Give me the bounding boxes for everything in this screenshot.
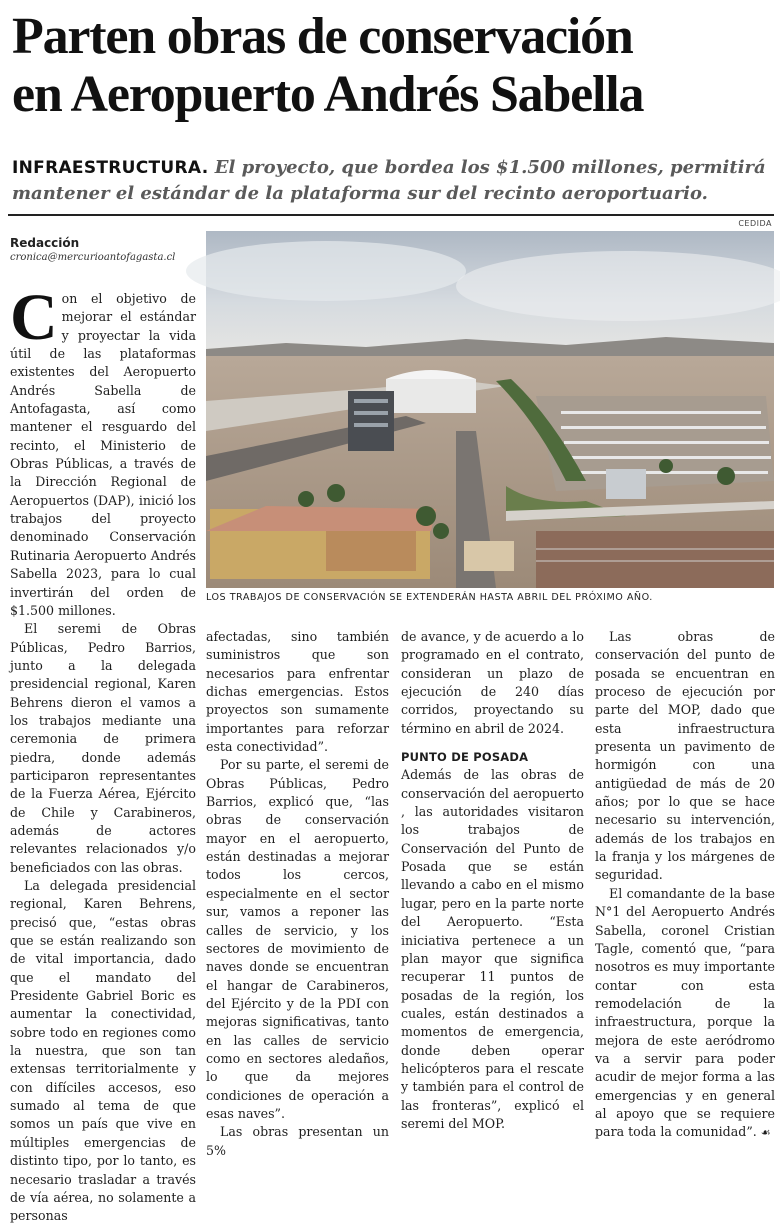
headline [12,8,772,124]
photo-caption: LOS TRABAJOS DE CONSERVACIÓN SE EXTENDERÁN HASTA ABRIL DEL PRÓXIMO AÑO. [206,592,653,603]
photo-credit: CEDIDA [738,219,772,228]
headline-line-1: Parten obras de conservación [12,8,633,65]
paragraph-text: El comandante de la base N°1 del Aeropuerto Andrés Sabella, coronel Cristian Tagle, comentó que, “para nosotros es muy importante contar con esta remodelación de la infraestructura, porque la mejora de este aeródromo va a servir para poder acudir de mejor forma a las emergencias y en general al apoyo que se requiere para toda la comunidad”. [595,885,775,1140]
paragraph: Las obras de conservación del punto de posada se encuentran en proceso de ejecución por parte del MOP, dado que esta infraestructura presenta un pavimento de hormigón con una antigüedad de más de 20 años; por lo que se hace necesario su intervención, además de los trabajos en la franja y los márgenes de seguridad. [595,629,775,883]
paragraph: La delegada presidencial regional, Karen Behrens, precisó que, “estas obras que se están realizando son de vital importancia, dado que el mandato del Presidente Gabriel Boric es aumentar la conectividad, sobre todo en regiones como la nuestra, que son tan extensas territorialmente y con difíciles accesos, eso sumado al tema de que somos un país que vive en múltiples emergencias de distinto tipo, por lo tanto, es necesario trasladar a través de vía aérea, no solamente a personas [10,878,196,1224]
byline-author: Redacción [10,236,80,250]
headline-line-2: en Aeropuerto Andrés Sabella [12,66,644,123]
drop-cap: C [10,281,58,354]
deck [12,155,772,207]
paragraph: El seremi de Obras Públicas, Pedro Barrios, junto a la delegada presidencial regional, Karen Behrens dieron el vamos a los trabajos mediante una ceremonia de primera piedra, donde además participaron representantes de la Fuerza Aérea, Ejército de Chile y Carabineros, además de actores relevantes relacionados y/o beneficiados con las obras. [10,621,196,875]
paragraph: Además de las obras de conservación del aeropuerto , las autoridades visitaron los trabajos de Conservación del Punto de Posada que se están llevando a cabo en el mismo lugar, pero en la parte norte del Aeropuerto. “Esta iniciativa pertenece a un plan mayor que significa recuperar 11 puntos de posadas de la región, los cuales, están destinados a momentos de emergencia, donde deben operar helicópteros para el rescate y también para el control de las fronteras”, explicó el seremi del MOP. [401,767,584,1131]
section-divider [8,214,774,216]
byline-email[interactable]: cronica@mercurioantofagasta.cl [10,252,176,263]
paragraph-text: on el objetivo de mejorar el estándar y proyectar la vida útil de las plataformas existentes del Aeropuerto Andrés Sabella de Antofagasta, así como mantener el resguardo del recinto, el Ministerio de Obras Públicas, a través de la Dirección Regional de Aeropuertos (DAP), inició los trabajos del proyecto denominado Conservación Rutinaria Aeropuerto Andrés Sabella 2023, para lo cual invertirán del orden de $1.500 millones. [10,291,196,618]
end-mark-icon: ☙ [760,1126,771,1140]
article-column-3 [401,628,584,1133]
article-column-1 [10,281,196,1226]
paragraph [595,885,775,1143]
deck-kicker: INFRAESTRUCTURA. [12,158,209,178]
subhead: PUNTO DE POSADA [401,750,529,765]
paragraph: de avance, y de acuerdo a lo programado en el contrato, consideran un plazo de ejecución de 240 días corridos, proyectando su término en abril de 2024. [401,629,584,736]
article-column-2 [206,628,389,1160]
paragraph: Las obras presentan un 5% [206,1124,389,1158]
paragraph: afectadas, sino también suministros que son necesarios para enfrentar dichas emergencias. Estos proyectos son sumamente importantes para reforzar esta conectividad”. [206,629,389,755]
airport-aerial-illustration [206,231,774,588]
paragraph [10,281,196,620]
paragraph: Por su parte, el seremi de Obras Públicas, Pedro Barrios, explicó que, “las obras de conservación mayor en el aeropuerto, están destinadas a mejorar todos los cercos, especialmente en el sector sur, vamos a reponer las calles de servicio, y los sectores de movimiento de naves donde se encuentran el hangar de Carabineros, del Ejército y de la PDI con mejoras significativas, tanto en las calles de servicio como en sectores aledaños, lo que da mejores condiciones de operación a esas naves”. [206,757,389,1121]
article-column-4 [595,628,775,1143]
article-photo [206,231,774,588]
deck-text: El proyecto, que bordea los $1.500 millones, permitirá mantener el estándar de la plataforma sur del recinto aeroportuario. [12,157,766,204]
